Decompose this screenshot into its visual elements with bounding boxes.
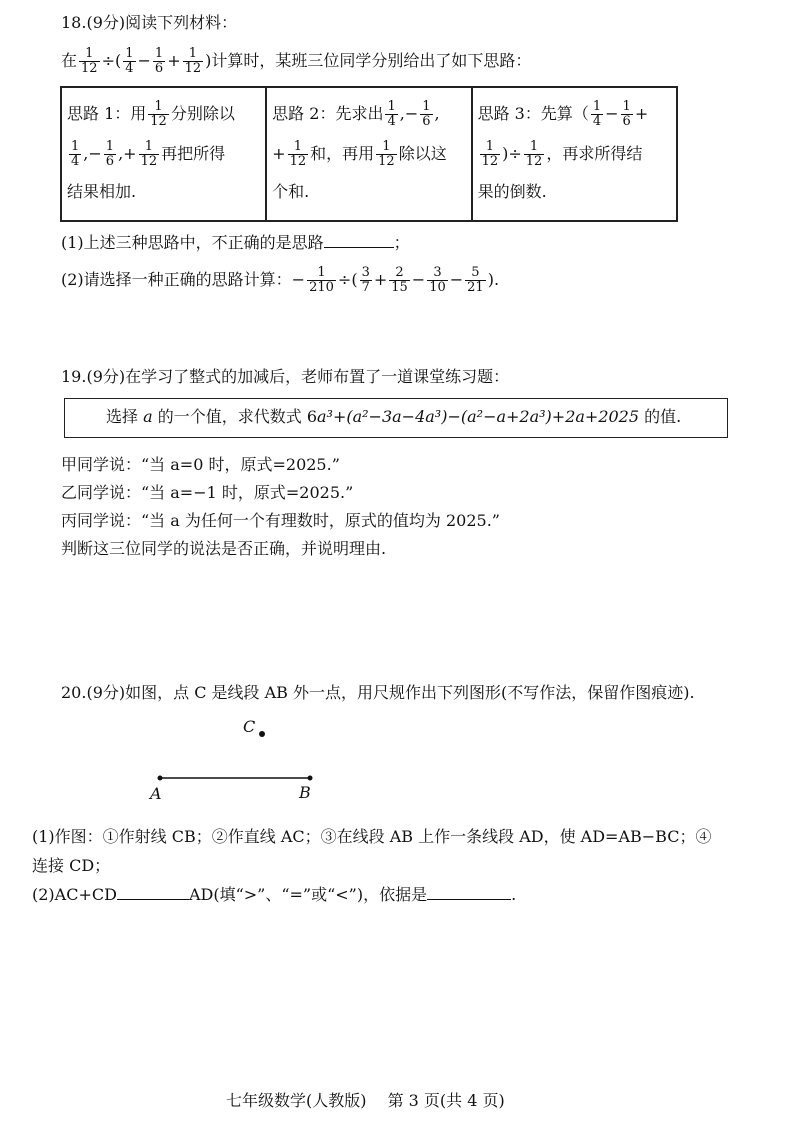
q20-part1-line1: (1)作图：①作射线 CB；②作直线 AC；③在线段 AB 上作一条线段 AD，使 AD=AB−BC；④ <box>32 827 712 846</box>
fraction: $\frac{1}{4}$ <box>125 46 134 76</box>
q18-header: 18.(9分)阅读下列材料： <box>61 13 238 32</box>
q19-judge: 判断这三位同学的说法是否正确，并说明理由. <box>61 539 387 558</box>
q20-part2: (2)AC+CD AD(填“>”、“=”或“<”)，依据是 . <box>32 885 517 904</box>
answer-blank[interactable] <box>427 885 511 900</box>
q19-header: 19.(9分)在学习了整式的加减后，老师布置了一道课堂练习题： <box>61 367 510 386</box>
q18-part1: (1)上述三种思路中，不正确的是思路 ； <box>61 233 410 252</box>
q19-bing: 丙同学说：“当 a 为任何一个有理数时，原式的值均为 2025.” <box>61 511 500 530</box>
fraction: $\frac{1}{6}$ <box>154 46 164 76</box>
label-b: B <box>299 783 311 802</box>
answer-blank[interactable] <box>117 885 189 900</box>
q18-intro: 在 $\frac{1}{12}$ ÷( $\frac{1}{4}$ − $\frac{1}{6}$ + $\frac{1}{12}$ )计算时，某班三位同学分别给出了如下思路： <box>61 46 532 76</box>
point-b <box>308 776 313 781</box>
fraction: $\frac{1}{12}$ <box>81 46 98 76</box>
point-a <box>158 776 163 781</box>
fraction: $\frac{1}{12}$ <box>184 46 202 76</box>
exercise-text: 选择 a 的一个值，求代数式 6a³+(a²−3a−4a³)−(a²−a+2a³)+2a+2025 的值. <box>106 407 682 426</box>
q19-jia: 甲同学说：“当 a=0 时，原式=2025.” <box>61 455 340 474</box>
page-footer: 七年级数学(人教版) 第 3 页(共 4 页) <box>226 1091 505 1110</box>
idea-3-cell: 思路 3：先算（ $\frac{1}{4}$ − $\frac{1}{6}$ + $\frac{1}{12}$ )÷ $\frac{1}{12}$ ，再求所得结 果的倒数. <box>472 87 677 221</box>
label-a: A <box>150 784 162 803</box>
q19-yi: 乙同学说：“当 a=−1 时，原式=2025.” <box>61 483 354 502</box>
q20-part1-line2: 连接 CD； <box>32 856 111 875</box>
idea-1-cell: 思路 1：用 $\frac{1}{12}$ 分别除以 $\frac{1}{4}$ ,− $\frac{1}{6}$ ,+ $\frac{1}{12}$ 再把所得 结果相加. <box>61 87 266 221</box>
q18-part2: (2)请选择一种正确的思路计算：− $\frac{1}{210}$ ÷( $\frac{3}{7}$ + $\frac{2}{15}$ − $\frac{3}{10}$ − $\frac{5}{21}$ ). <box>61 265 500 295</box>
idea-2-cell: 思路 2：先求出 $\frac{1}{4}$ ,− $\frac{1}{6}$ , + $\frac{1}{12}$ 和，再用 $\frac{1}{12}$ 除以这 个和. <box>266 87 471 221</box>
point-c <box>259 731 265 737</box>
q20-header: 20.(9分)如图，点 C 是线段 AB 外一点，用尺规作出下列图形(不写作法，保留作图痕迹). <box>61 683 695 702</box>
label-c: C <box>243 717 256 736</box>
